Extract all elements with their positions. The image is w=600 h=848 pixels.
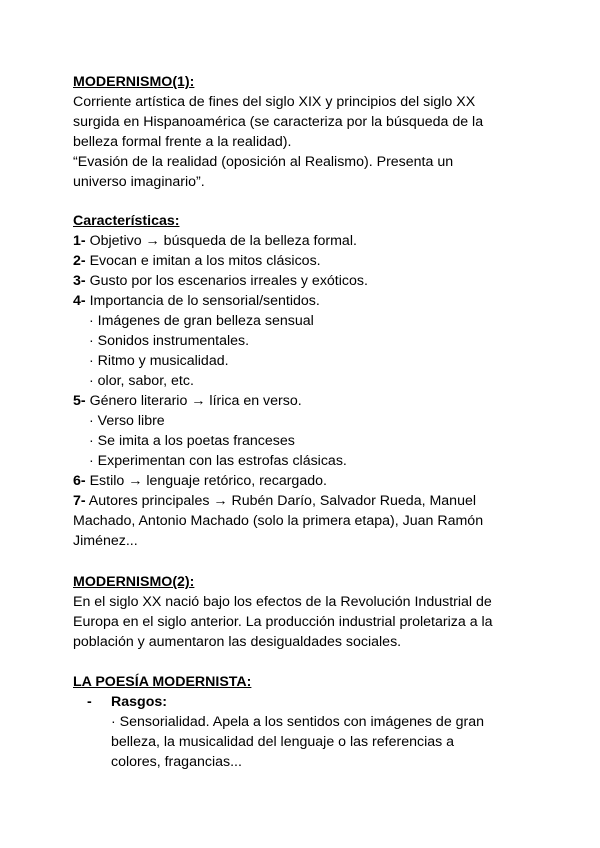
- sub-list-item: · Sonidos instrumentales.: [89, 333, 250, 349]
- section-caracteristicas: [73, 211, 533, 551]
- text-line: · Sensorialidad. Apela a los sentidos con imágenes de gran: [111, 714, 485, 730]
- text-line: belleza formal frente a la realidad).: [73, 134, 292, 150]
- text-line: “Evasión de la realidad (oposición al Realismo). Presenta un: [73, 154, 454, 170]
- list-item: [73, 491, 533, 511]
- section-heading: MODERNISMO(1):: [73, 74, 195, 90]
- text-line: universo imaginario”.: [73, 174, 205, 190]
- item-number: 5-: [73, 393, 86, 409]
- text-line: Europa en el siglo anterior. La producción industrial proletariza a la: [73, 614, 493, 630]
- item-text: Autores principales → Rubén Darío, Salvador Rueda, Manuel: [85, 493, 476, 509]
- sub-list-item: · Imágenes de gran belleza sensual: [89, 313, 314, 329]
- text-line: En el siglo XX nació bajo los efectos de la Revolución Industrial de: [73, 594, 492, 610]
- list-item: [73, 391, 533, 411]
- item-text: Objetivo → búsqueda de la belleza formal.: [85, 233, 357, 249]
- item-number: 3-: [73, 273, 86, 289]
- text-line: surgida en Hispanoamérica (se caracteriza por la búsqueda de la: [73, 114, 484, 130]
- item-number: 2-: [73, 253, 86, 269]
- rasgos-label: Rasgos:: [111, 694, 167, 710]
- section-heading: MODERNISMO(2):: [73, 574, 195, 590]
- sub-list-item: · olor, sabor, etc.: [89, 373, 194, 389]
- text-line: población y aumentaron las desigualdades sociales.: [73, 634, 402, 650]
- list-item: [73, 251, 533, 271]
- text-line: colores, fragancias...: [111, 754, 242, 770]
- item-text: Evocan e imitan a los mitos clásicos.: [85, 253, 321, 269]
- list-bullet: -: [87, 694, 92, 710]
- section-heading: LA POESÍA MODERNISTA:: [73, 674, 252, 690]
- list-item: [73, 231, 533, 251]
- list-item: [73, 471, 533, 491]
- item-text: Género literario → lírica en verso.: [85, 393, 302, 409]
- text-line: belleza, la musicalidad del lenguaje o las referencias a: [111, 734, 455, 750]
- sub-list-item: · Verso libre: [89, 413, 165, 429]
- list-item: [73, 271, 533, 291]
- item-number: 1-: [73, 233, 86, 249]
- section-modernismo-1: [73, 72, 533, 192]
- list-item: [73, 291, 533, 311]
- item-text: Importancia de lo sensorial/sentidos.: [85, 293, 320, 309]
- sub-list-item: · Se imita a los poetas franceses: [89, 433, 295, 449]
- item-number: 7-: [73, 493, 86, 509]
- list-item-continuation: Machado, Antonio Machado (solo la primera etapa), Juan Ramón: [73, 513, 484, 529]
- section-poesia-modernista: [73, 672, 533, 692]
- text-line: Corriente artística de fines del siglo XIX y principios del siglo XX: [73, 94, 476, 110]
- rasgos-text: [111, 712, 531, 772]
- item-text: Estilo → lenguaje retórico, recargado.: [85, 473, 327, 489]
- section-heading: Características:: [73, 213, 180, 229]
- item-number: 6-: [73, 473, 86, 489]
- section-modernismo-2: [73, 572, 533, 652]
- sub-list-item: · Experimentan con las estrofas clásicas.: [89, 453, 347, 469]
- list-item-continuation: Jiménez...: [73, 533, 138, 549]
- item-text: Gusto por los escenarios irreales y exóticos.: [85, 273, 368, 289]
- item-number: 4-: [73, 293, 86, 309]
- sub-list-item: · Ritmo y musicalidad.: [89, 353, 229, 369]
